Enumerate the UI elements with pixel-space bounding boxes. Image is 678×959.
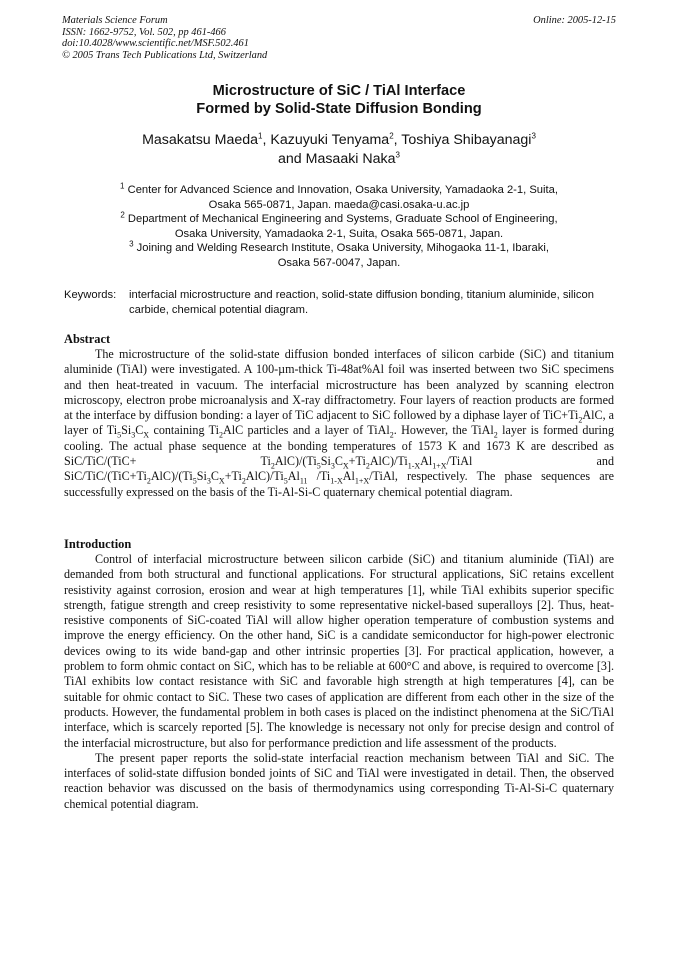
- abstract-body: [64, 347, 614, 500]
- online-date: Online: 2005-12-15: [533, 15, 616, 26]
- text-run: C: [210, 469, 219, 484]
- journal-header: [62, 15, 616, 61]
- subscript: 11: [299, 476, 308, 486]
- affiliation-line: [70, 183, 608, 198]
- affiliation-line: [70, 212, 608, 227]
- subscript: X: [342, 461, 349, 471]
- author-name: Masakatsu Maeda: [142, 132, 259, 148]
- keywords: [64, 288, 618, 317]
- text-run: Si: [196, 469, 207, 484]
- subscript: 1-X: [330, 476, 343, 486]
- subscript: 5: [192, 476, 197, 486]
- text-run: AlC particles and a layer of TiAl: [223, 423, 390, 438]
- text-run: AlC)/Ti: [245, 469, 284, 484]
- affiliation-number: 3: [129, 239, 134, 249]
- author-affil-mark: 2: [389, 131, 394, 141]
- author-list: [60, 131, 618, 169]
- affiliation-3: [70, 241, 608, 270]
- affiliation-number: 1: [120, 181, 125, 191]
- author-affil-mark: 1: [258, 131, 263, 141]
- author-line-1: Masakatsu Maeda$^1$, Kazuyuki Tenyama$^2$, Toshiya Shibayanagi$^3$: [142, 131, 536, 148]
- subscript: 2: [365, 461, 370, 471]
- affiliation-number: 2: [120, 210, 125, 220]
- journal-name: Materials Science Forum: [62, 15, 168, 26]
- title-line-1: Microstructure of SiC / TiAl Interface: [212, 83, 466, 99]
- text-run: AlC, a layer of Ti: [64, 408, 614, 438]
- title-line-2: Formed by Solid-State Diffusion Bonding: [196, 101, 482, 117]
- subscript: 5: [117, 430, 122, 440]
- author-affil-mark: 3: [531, 131, 536, 141]
- affiliation-list: [70, 183, 608, 271]
- text-run: Al: [420, 454, 433, 469]
- introduction-heading: Introduction: [64, 537, 132, 551]
- author-name: Toshiya Shibayanagi: [401, 132, 532, 148]
- affiliation-1: [70, 183, 608, 212]
- issn-line: ISSN: 1662-9752, Vol. 502, pp 461-466: [62, 26, 226, 38]
- author-name: Masaaki Naka: [305, 151, 396, 167]
- affiliation-text: Center for Advanced Science and Innovation, Osaka University, Yamadaoka 2-1, Suita,: [127, 184, 558, 196]
- introduction-paragraph-1: Control of interfacial microstructure between silicon carbide (SiC) and titanium aluminide (TiAl) are demanded from both structural and functional applications. For structural applications, SiC retains excellent resistivity against corrosion, erosion and wear at high temperatures [1], while TiAl exhibits superior specific strength, fatigue strength and creep resistivity to some representative nickel-based superalloys [2]. Thus, heat-resistive components of SiC-coated TiAl will allow higher operation temperature of combustion systems and improve the energy efficiency. On the other hand, SiC is a candidate semiconductor for high-power electronic devices owing to its wide band-gap and other intrinsic properties [3]. For practical application, however, a problem to form ohmic contact on SiC, which has to be reliable at 600°C and above, is required to overcome [3]. TiAl exhibits low contact resistance with SiC and favorable high strength at high temperatures [4], can be suitable for ohmic contact to SiC. These two cases of application are different from each other in the size of the products. However, the fundamental problem in both cases is placed on the indistinct phenomena at the SiC/TiAl interface, which is scarcely reported [5]. The knowledge is necessary not only for precise design and control of the interfacial microstructure, but also for performance prediction and life assessment of the products.: [64, 552, 614, 750]
- text-run: layer is formed during cooling. The actual phase sequence at the bonding temperatures of 1573 K and 1673 K are described as SiC/TiC/(TiC+ Ti: [64, 423, 614, 469]
- text-run: AlC)/(Ti: [274, 454, 317, 469]
- text-run: /Ti: [307, 469, 331, 484]
- subscript: 1+X: [354, 476, 370, 486]
- affiliation-line: Osaka 567-0047, Japan.: [277, 256, 401, 269]
- author-affil-mark: 3: [395, 150, 400, 160]
- introduction-paragraph-2: The present paper reports the solid-state interfacial reaction mechanism between TiAl and SiC. The interfaces of solid-state diffusion bonded joints of SiC and TiAl were investigated in detail. Then, the observed reaction behavior was discussed on the basis of thermodynamics using corresponding Ti-Al-Si-C quaternary chemical potential diagram.: [64, 750, 614, 811]
- copyright-line: © 2005 Trans Tech Publications Ltd, Switzerland: [62, 49, 268, 61]
- abstract-heading: Abstract: [64, 332, 111, 346]
- text-run: AlC)/(Ti: [150, 469, 193, 484]
- paper-title: [60, 82, 618, 118]
- author-conjunction: and: [278, 151, 306, 167]
- subscript: 2: [270, 461, 275, 471]
- affiliation-2: [70, 212, 608, 241]
- text-run: Si: [320, 454, 331, 469]
- subscript: 3: [330, 461, 335, 471]
- text-run: Al: [287, 469, 300, 484]
- affiliation-line: [70, 241, 608, 256]
- subscript: 2: [146, 476, 151, 486]
- subscript: 3: [131, 430, 136, 440]
- subscript: 3: [206, 476, 211, 486]
- text-run: +Ti: [224, 469, 242, 484]
- text-run: Si: [121, 423, 132, 438]
- author-name: Kazuyuki Tenyama: [270, 132, 390, 148]
- text-run: +Ti: [348, 454, 366, 469]
- text-run: C: [334, 454, 343, 469]
- subscript: 1-X: [407, 461, 421, 471]
- affiliation-line: Osaka 565-0871, Japan. maeda@casi.osaka-u.ac.jp: [208, 198, 470, 211]
- doi-line: doi:10.4028/www.scientific.net/MSF.502.461: [62, 38, 249, 50]
- subscript: X: [143, 430, 150, 440]
- author-line-2: [60, 150, 618, 169]
- text-run: C: [135, 423, 144, 438]
- abstract-paragraph: [64, 347, 614, 500]
- subscript: 5: [283, 476, 288, 486]
- subscript: 2: [219, 430, 223, 440]
- keywords-label: Keywords:: [64, 289, 117, 301]
- subscript: 2: [493, 430, 498, 440]
- text-run: /TiAl and SiC/TiC/(TiC+Ti: [64, 454, 614, 484]
- affiliation-line: Osaka University, Yamadaoka 2-1, Suita, Osaka 565-0871, Japan.: [174, 227, 504, 240]
- text-run: containing Ti: [149, 423, 219, 438]
- subscript: 5: [316, 461, 321, 471]
- text-run: Al: [342, 469, 355, 484]
- affiliation-text: Department of Mechanical Engineering and Systems, Graduate School of Engineering,: [127, 213, 558, 226]
- text-run: The microstructure of the solid-state diffusion bonded interfaces of silicon carbide (SiC) and titanium aluminide (TiAl) were investigated. A 100-µm-thick Ti-48at%Al foil was inserted between two SiC specimens and then heat-treated in vacuum. The interfacial microstructure has been analyzed by scanning electron microscopy, electron probe microanalysis and X-ray diffractometry. Four layers of reaction products are formed at the interface by diffusion bonding: a layer of TiC adjacent to SiC followed by a diphase layer of TiC+Ti: [64, 347, 614, 423]
- subscript: 1+X: [432, 461, 447, 471]
- affiliation-text: Joining and Welding Research Institute, Osaka University, Mihogaoka 11-1, Ibaraki,: [136, 242, 549, 255]
- text-run: . However, the TiAl: [393, 423, 494, 438]
- subscript: 2: [241, 476, 246, 486]
- keywords-text: interfacial microstructure and reaction, solid-state diffusion bonding, titanium aluminide, silicon carbide, chemical potential diagram.: [129, 289, 594, 316]
- subscript: X: [218, 476, 225, 486]
- text-run: AlC)/Ti: [369, 454, 408, 469]
- subscript: 2: [578, 415, 583, 425]
- subscript: 2: [389, 430, 394, 440]
- text-run: /TiAl, respectively. The phase sequences are successfully expressed on the basis of the Ti-Al-Si-C quaternary chemical potential diagram.: [64, 469, 614, 499]
- introduction-body: [64, 552, 614, 812]
